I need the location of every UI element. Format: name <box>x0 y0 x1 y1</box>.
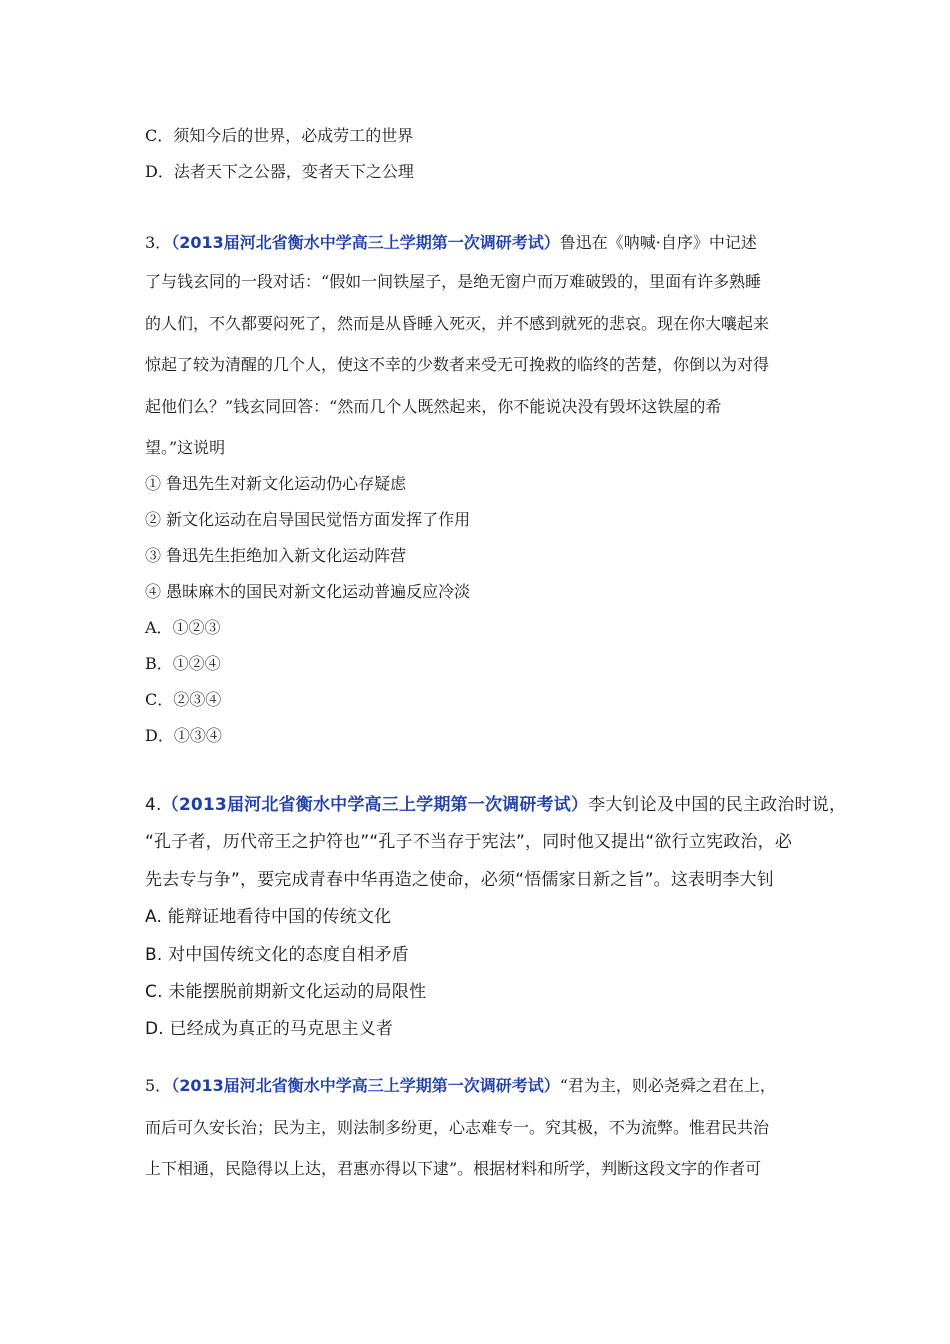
q5-source: （2013届河北省衡水中学高三上学期第一次调研考试） <box>171 1076 560 1095</box>
q4-stem-line-3: 先去专与争”，要完成青春中华再造之使命，必须“悟儒家日新之旨”。这表明李大钊 <box>145 870 775 890</box>
q3-stem-line-6: 望。”这说明 <box>145 438 226 457</box>
q3-number: 3． <box>145 233 172 252</box>
q3-option-a: A．①②③ <box>145 618 221 637</box>
q3-item-3: ③ 鲁迅先生拒绝加入新文化运动阵营 <box>145 546 407 565</box>
q4-option-c: C. 未能摆脱前期新文化运动的局限性 <box>145 982 427 1002</box>
q4-stem-line-2: “孔子者，历代帝王之护符也”“孔子不当存于宪法”，同时他又提出“欲行立宪政治，必 <box>145 832 793 852</box>
q4-stem-line-1 <box>145 794 846 816</box>
q3-stem-text: 鲁迅在《呐喊·自序》中记述 <box>559 233 757 252</box>
q5-stem-line-3: 上下相通，民隐得以上达，君惠亦得以下逮”。根据材料和所学，判断这段文字的作者可 <box>145 1159 762 1178</box>
q3-option-b: B．①②④ <box>145 654 221 673</box>
q3-stem-line-4: 惊起了较为清醒的几个人，使这不幸的少数者来受无可挽救的临终的苦楚，你倒以为对得 <box>145 355 770 374</box>
q3-item-1: ① 鲁迅先生对新文化运动仍心存疑虑 <box>145 474 407 493</box>
q3-stem-line-5: 起他们么？”钱玄同回答：“然而几个人既然起来，你不能说决没有毁坏这铁屋的希 <box>145 397 722 416</box>
q4-number: 4. <box>145 795 162 815</box>
q5-stem-text: “君为主，则必尧舜之君在上， <box>559 1076 776 1095</box>
q3-stem-line-1 <box>145 232 757 254</box>
q4-stem-text: 李大钊论及中国的民主政治时说， <box>588 795 847 815</box>
q3-source: （2013届河北省衡水中学高三上学期第一次调研考试） <box>171 233 560 252</box>
q4-option-b: B. 对中国传统文化的态度自相矛盾 <box>145 945 409 965</box>
q4-option-d: D. 已经成为真正的马克思主义者 <box>145 1019 394 1039</box>
q5-number: 5． <box>145 1076 172 1095</box>
q3-item-2: ② 新文化运动在启导国民觉悟方面发挥了作用 <box>145 510 471 529</box>
q3-item-4: ④ 愚昧麻木的国民对新文化运动普遍反应冷淡 <box>145 582 471 601</box>
q3-stem-line-2: 了与钱玄同的一段对话：“假如一间铁屋子，是绝无窗户而万难破毁的，里面有许多熟睡 <box>145 272 762 291</box>
q2-option-c: C．须知今后的世界，必成劳工的世界 <box>145 126 414 145</box>
q3-option-d: D．①③④ <box>145 726 222 745</box>
q5-stem-line-2: 而后可久安长治；民为主，则法制多纷更，心志难专一。究其极，不为流弊。惟君民共治 <box>145 1118 770 1137</box>
q5-stem-line-1 <box>145 1075 776 1097</box>
q2-option-d: D．法者天下之公器，变者天下之公理 <box>145 162 414 181</box>
q3-stem-line-3: 的人们，不久都要闷死了，然而是从昏睡入死灭，并不感到就死的悲哀。现在你大嚷起来 <box>145 314 770 333</box>
q4-option-a: A. 能辩证地看待中国的传统文化 <box>145 907 392 927</box>
q3-option-c: C．②③④ <box>145 690 222 709</box>
q4-source: （2013届河北省衡水中学高三上学期第一次调研考试） <box>161 795 589 815</box>
